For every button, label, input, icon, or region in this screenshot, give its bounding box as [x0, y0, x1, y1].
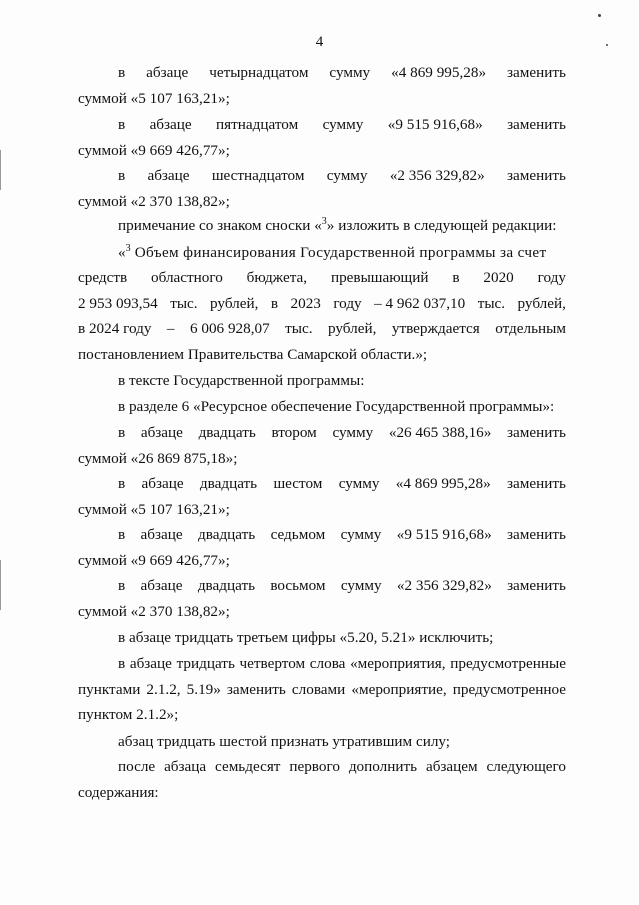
- word: двадцать: [199, 475, 258, 492]
- word: – 4 962 037,10: [374, 295, 466, 312]
- word: 2020: [483, 269, 514, 286]
- word: бюджета,: [246, 269, 308, 286]
- word: первого: [289, 758, 340, 775]
- text-line-25: [78, 681, 566, 699]
- text-line-5: [118, 167, 566, 185]
- text-line-7: [118, 217, 557, 235]
- word: тыс.: [477, 295, 506, 312]
- word: в: [118, 526, 126, 543]
- word: «мероприятия,: [350, 655, 446, 672]
- text-line-18: суммой «5 107 163,21»;: [78, 501, 230, 518]
- word: в: [118, 577, 126, 594]
- word: тыс.: [285, 320, 313, 337]
- text-line-14: в разделе 6 «Ресурсное обеспечение Государственной программы»:: [118, 398, 555, 415]
- word: утверждается: [391, 320, 480, 337]
- text-line-29: содержания:: [78, 784, 159, 801]
- text-line-11: [78, 320, 566, 338]
- footnote-mark-2: 3: [125, 242, 131, 254]
- word: следующего: [486, 758, 566, 775]
- word: «4 869 995,28»: [391, 64, 487, 81]
- text-line-3: [118, 116, 566, 134]
- word: областного: [151, 269, 223, 286]
- scan-speck: [606, 44, 608, 46]
- text-line-24: [118, 655, 566, 673]
- word: семьдесят: [215, 758, 281, 775]
- word: в 2024 году: [78, 320, 152, 337]
- word: дополнить: [348, 758, 418, 775]
- word: абзаце: [140, 526, 183, 543]
- word: четвертом: [239, 655, 306, 672]
- word: после: [118, 758, 156, 775]
- word: абзаце: [140, 424, 183, 441]
- word: в: [118, 655, 126, 672]
- word: заменить: [226, 681, 286, 698]
- text-line-20: суммой «9 669 426,77»;: [78, 552, 230, 569]
- word: «мероприятие,: [351, 681, 447, 698]
- word: отдельным: [495, 320, 566, 337]
- word: слова: [309, 655, 346, 672]
- word: тридцать: [176, 655, 235, 672]
- word: втором: [271, 424, 317, 441]
- text-line-16: суммой «26 869 875,18»;: [78, 450, 238, 467]
- word: шестнадцатом: [211, 167, 305, 184]
- word: в: [270, 295, 279, 312]
- word: сумму: [340, 577, 382, 594]
- word: абзаце: [149, 116, 192, 133]
- page-number: 4: [315, 34, 324, 50]
- word: четырнадцатом: [209, 64, 309, 81]
- word: словами: [291, 681, 346, 698]
- word: «2 356 329,82»: [389, 167, 485, 184]
- text-line-27: абзац тридцать шестой признать утратившим силу;: [118, 733, 451, 750]
- text-line-26: пунктом 2.1.2»;: [78, 706, 179, 723]
- text-line-22: суммой «2 370 138,82»;: [78, 603, 230, 620]
- text-line-17: [118, 475, 566, 493]
- word: шестом: [273, 475, 323, 492]
- word: двадцать: [198, 424, 256, 441]
- footnote-mark: 3: [321, 215, 327, 227]
- word: предусмотренные: [450, 655, 566, 672]
- word: «4 869 995,28»: [395, 475, 491, 492]
- word: восьмом: [270, 577, 326, 594]
- word: заменить: [507, 116, 566, 133]
- word: году: [333, 295, 362, 312]
- text-line-19: [118, 526, 566, 544]
- word: абзаце: [140, 577, 183, 594]
- text-line-13: в тексте Государственной программы:: [118, 372, 365, 389]
- word: году: [537, 269, 566, 286]
- word: «9 515 916,68»: [387, 116, 483, 133]
- word: сумму: [326, 167, 368, 184]
- word: седьмом: [270, 526, 326, 543]
- word: абзаце: [141, 475, 184, 492]
- line-8-pre: «: [118, 244, 126, 261]
- word: сумму: [329, 64, 371, 81]
- text-line-6: суммой «2 370 138,82»;: [78, 193, 230, 210]
- word: рублей,: [210, 295, 259, 312]
- text-line-28: [118, 758, 566, 776]
- word: в: [118, 475, 126, 492]
- word: рублей,: [517, 295, 566, 312]
- word: тыс.: [170, 295, 198, 312]
- word: «9 515 916,68»: [396, 526, 492, 543]
- scan-edge-mark: [0, 560, 1, 610]
- text-line-21: [118, 577, 566, 595]
- text-line-15: [118, 424, 566, 442]
- word: абзаца: [164, 758, 207, 775]
- scan-edge-mark: [0, 150, 1, 190]
- line-7-post: » изложить в следующей редакции:: [326, 217, 557, 234]
- word: 2.1.2,: [146, 681, 181, 698]
- text-line-23: в абзаце тридцать третьем цифры «5.20, 5.21» исключить;: [118, 629, 494, 646]
- word: 2 953 093,54: [78, 295, 158, 312]
- text-line-1: [118, 64, 566, 82]
- word: в: [118, 64, 126, 81]
- word: пятнадцатом: [216, 116, 299, 133]
- word: в: [118, 167, 126, 184]
- word: –: [166, 320, 175, 337]
- word: рублей,: [328, 320, 377, 337]
- word: абзаце: [129, 655, 172, 672]
- word: предусмотренное: [452, 681, 566, 698]
- word: заменить: [507, 577, 566, 594]
- word: абзаце: [146, 64, 189, 81]
- word: двадцать: [198, 526, 256, 543]
- word: заменить: [507, 167, 566, 184]
- word: заменить: [507, 424, 566, 441]
- word: двадцать: [197, 577, 256, 594]
- text-line-10: [78, 295, 566, 313]
- word: превышающий: [330, 269, 429, 286]
- word: «26 465 388,16»: [388, 424, 492, 441]
- word: 6 006 928,07: [189, 320, 270, 337]
- text-line-4: суммой «9 669 426,77»;: [78, 142, 230, 159]
- line-7-pre: примечание со знаком сноски «: [118, 217, 322, 234]
- word: пунктами: [78, 681, 141, 698]
- text-line-2: суммой «5 107 163,21»;: [78, 90, 230, 107]
- word: средств: [78, 269, 128, 286]
- word: заменить: [507, 64, 566, 81]
- text-line-8: [118, 244, 566, 262]
- word: заменить: [507, 475, 566, 492]
- line-8-post: Объем финансирования Государственной программы за счет: [130, 244, 547, 261]
- word: 5.19»: [186, 681, 221, 698]
- word: абзаце: [147, 167, 190, 184]
- text-line-9: [78, 269, 566, 287]
- word: заменить: [507, 526, 566, 543]
- word: сумму: [332, 424, 374, 441]
- word: абзацем: [425, 758, 478, 775]
- word: в: [118, 424, 126, 441]
- scan-speck: [598, 14, 601, 17]
- word: «2 356 329,82»: [396, 577, 492, 594]
- word: 2023: [290, 295, 321, 312]
- word: сумму: [340, 526, 382, 543]
- text-line-12: постановлением Правительства Самарской области.»;: [78, 346, 428, 363]
- word: в: [118, 116, 126, 133]
- word: сумму: [322, 116, 364, 133]
- word: сумму: [338, 475, 380, 492]
- word: в: [452, 269, 460, 286]
